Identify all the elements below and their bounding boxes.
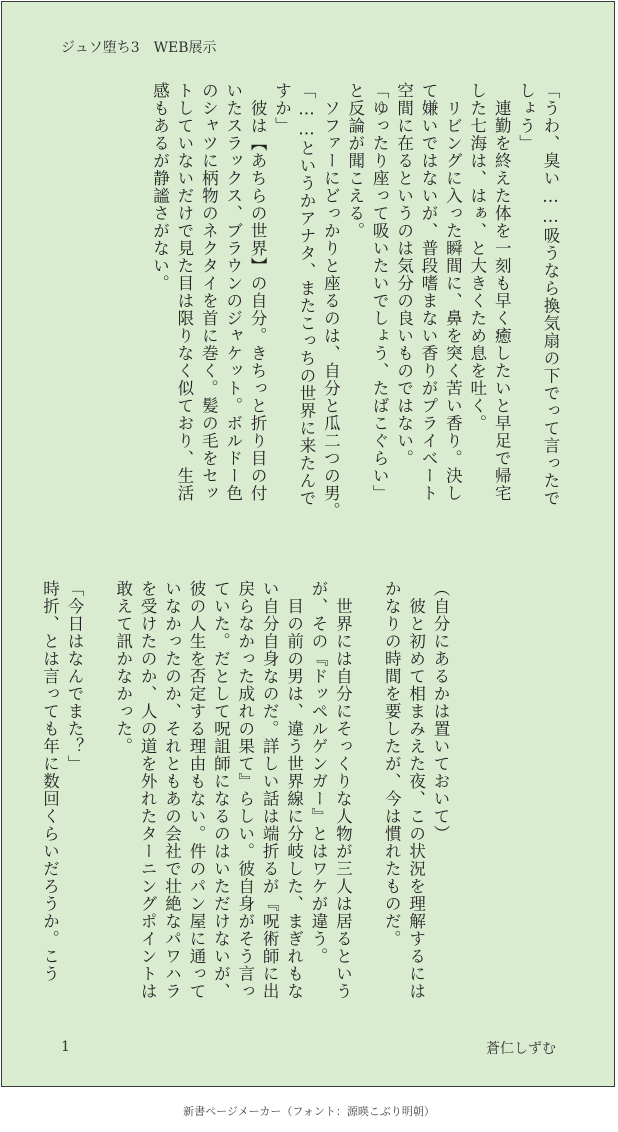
text-line: リビングに入った瞬間に、鼻を突く苦い香り。決し bbox=[443, 82, 463, 502]
text-line: 彼の人生を否定する理由もない。件のパン屋に通って bbox=[186, 580, 206, 1000]
lower-text-column bbox=[37, 580, 452, 1020]
text-line: て嫌いではないが、普段嗜まない香りがプライベート bbox=[418, 82, 438, 502]
text-line: すか」 bbox=[272, 82, 292, 135]
text-line: と反論が聞こえる。 bbox=[345, 82, 365, 240]
text-line: 「今日はなんでまた？」 bbox=[64, 580, 84, 773]
text-line: した七海は、はぁ、と大きくため息を吐く。 bbox=[467, 82, 487, 432]
text-line: 感もあるが静謐さがない。 bbox=[150, 82, 170, 292]
text-line: ソファーにどっかりと座るのは、自分と瓜二つの男。 bbox=[321, 82, 341, 520]
text-line: ていた。だとして呪詛師になるのはいただけないが、 bbox=[211, 580, 231, 1000]
text-line: 時折、とは言っても年に数回くらいだろうか。こう bbox=[40, 580, 60, 983]
text-line: 「……というかアナタ、またこっちの世界に来たんで bbox=[296, 82, 316, 507]
text-line: （自分にあるかは置いておいて） bbox=[431, 580, 450, 843]
text-line: いなかったのか、それともあの会社で壮絶なパワハラ bbox=[162, 580, 182, 1000]
footer-credit: 新書ページメーカー（フォント：源暎こぶり明朝） bbox=[183, 1105, 435, 1118]
text-line: いたスラックス、ブラウンのジャケット。ボルドー色 bbox=[223, 82, 243, 502]
text-line: 空間に在るというのは気分の良いものではない。 bbox=[394, 82, 414, 467]
text-line: い自分自身なのだ。詳しい話は端折るが『呪術師に出 bbox=[260, 580, 280, 1000]
text-line: トしていないだけで見た目は限りなく似ており、生活 bbox=[174, 82, 194, 502]
text-line: 彼は【あちらの世界】の自分。きちっと折り目の付 bbox=[248, 82, 268, 502]
text-line: 目の前の男は、違う世界線に分岐した、まぎれもな bbox=[284, 580, 304, 1000]
text-line: 「ゆったり座って吸いたいでしょう、たばこぐらい」 bbox=[370, 82, 390, 502]
text-line: 「うわ、臭い……吸うなら換気扇の下でって言ったで bbox=[541, 82, 560, 507]
text-line: しょう」 bbox=[516, 82, 536, 152]
text-line: 敢えて訊かなかった。 bbox=[113, 580, 133, 755]
text-line: を受けたのか、人の道を外れたターニングポイントは bbox=[138, 580, 158, 1000]
text-line: かなりの時間を要したが、今は慣れたものだ。 bbox=[382, 580, 402, 948]
book-page bbox=[1, 1, 615, 1087]
upper-text-column bbox=[147, 82, 562, 532]
text-line: 戻らなかった成れの果て』らしい。彼自身がそう言っ bbox=[235, 580, 255, 1000]
text-line: のシャツに柄物のネクタイを首に巻く。髪の毛をセッ bbox=[199, 82, 219, 502]
paragraph-gap bbox=[354, 580, 378, 1020]
paragraph-gap bbox=[86, 580, 110, 1020]
author-name: 蒼仁しずむ bbox=[486, 1041, 556, 1057]
page-number: 1 bbox=[61, 1039, 70, 1055]
text-line: 彼と初めて相まみえた夜、この状況を理解するには bbox=[406, 580, 426, 1000]
text-line: が、その『ドッペルゲンガー』とはワケが違う。 bbox=[308, 580, 328, 965]
text-line: 世界には自分にそっくりな人物が三人は居るという bbox=[333, 580, 353, 1000]
page-header-title: ジュソ堕ち3 WEB展示 bbox=[61, 40, 217, 56]
text-line: 連勤を終えた体を一刻も早く癒したいと早足で帰宅 bbox=[492, 82, 512, 502]
